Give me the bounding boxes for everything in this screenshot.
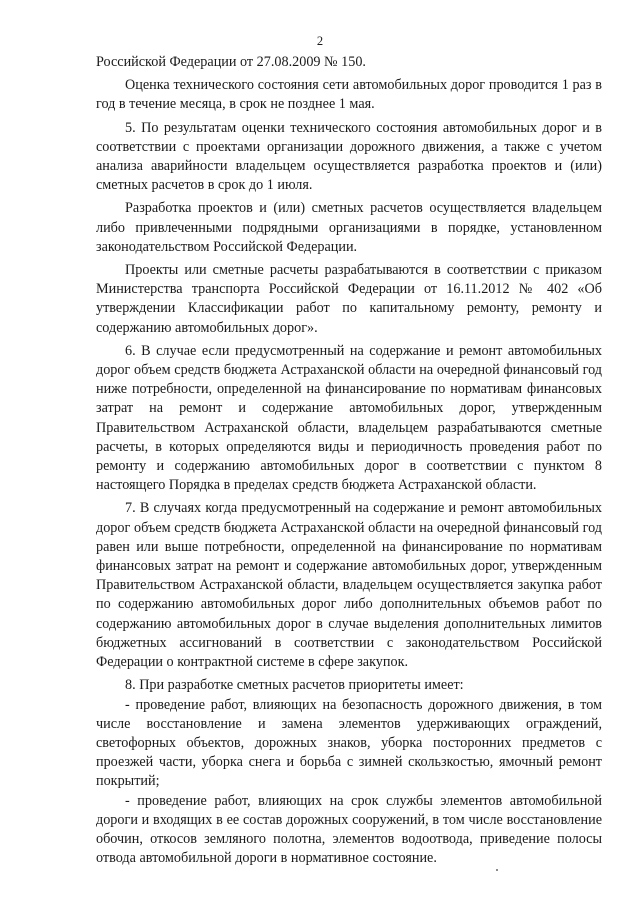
paragraph-ministry-order: Проекты или сметные расчеты разрабатываются в соответствии с приказом Министерства транспорта Российской Федерации от 16.11.2012 № 402 «Об утверждении Классификации работ по капитальному ремонту, ремонту и содержанию автомобильных дорог». [96,262,602,336]
paragraph-project-development: Разработка проектов и (или) сметных расчетов осуществляется владельцем либо привлеченными подрядными организациями в порядке, установленном законодательством Российской Федерации. [96,200,602,255]
paragraph-item-5: 5. По результатам оценки технического состояния автомобильных дорог и в соответствии с проектами организации дорожного движения, а также с учетом анализа аварийности владельцем осуществляется разработка проектов и (или) сметных расчетов в срок до 1 июля. [96,119,602,194]
paragraph-item-6: 6. В случае если предусмотренный на содержание и ремонт автомобильных дорог объем средств бюджета Астраханской области на очередной финансовый год ниже потребности, определенной на финансирование по нормативам финансовых затрат на ремонт и содержание автомобильных дорог, утвержденным Правительством Астраханской области, владельцем разрабатываются сметные расчеты, в которых определяются виды и периодичность проведения работ по ремонту и содержанию автомобильных дорог в соответствии с пунктом 8 настоящего Порядка в пределах средств бюджета Астраханской области. [96,342,602,494]
document-body [96,53,602,868]
list-item-traffic-safety: - проведение работ, влияющих на безопасность дорожного движения, в том числе восстановление и замена элементов удерживающих ограждений, светофорных объектов, дорожных знаков, уборка посторонних предметов с проезжей части, уборка снега и борьба с зимней скользкостью, ямочный ремонт покрытий; [96,696,602,790]
paragraph-continuation: Российской Федерации от 27.08.2009 № 150. [96,54,366,70]
paragraph-item-7: 7. В случаях когда предусмотренный на содержание и ремонт автомобильных дорог объем средств бюджета Астраханской области на очередной финансовый год равен или выше потребности, определенной на финансирование по нормативам финансовых затрат на ремонт и содержание автомобильных дорог, утвержденным Правительством Астраханской области, владельцем осуществляется закупка работ по содержанию автомобильных дорог либо дополнительных объемов работ по содержанию автомобильных дорог в случае выделения дополнительных лимитов бюджетных ассигнований в соответствии с законодательством Российской Федерации о контрактной системе в сфере закупок. [96,500,602,671]
paragraph-assessment-frequency: Оценка технического состояния сети автомобильных дорог проводится 1 раз в год в течение месяца, в срок не позднее 1 мая. [96,77,602,113]
scan-artifact-dot [496,869,498,871]
list-item-service-life: - проведение работ, влияющих на срок службы элементов автомобильной дороги и входящих в ее состав дорожных сооружений, в том числе восстановление обочин, откосов земляного полотна, элементов водоотвода, приведение полосы отвода автомобильной дороги в нормативное состояние. [96,792,602,867]
paragraph-item-8: 8. При разработке сметных расчетов приоритеты имеет: [125,677,464,694]
page-number: 2 [316,34,324,48]
